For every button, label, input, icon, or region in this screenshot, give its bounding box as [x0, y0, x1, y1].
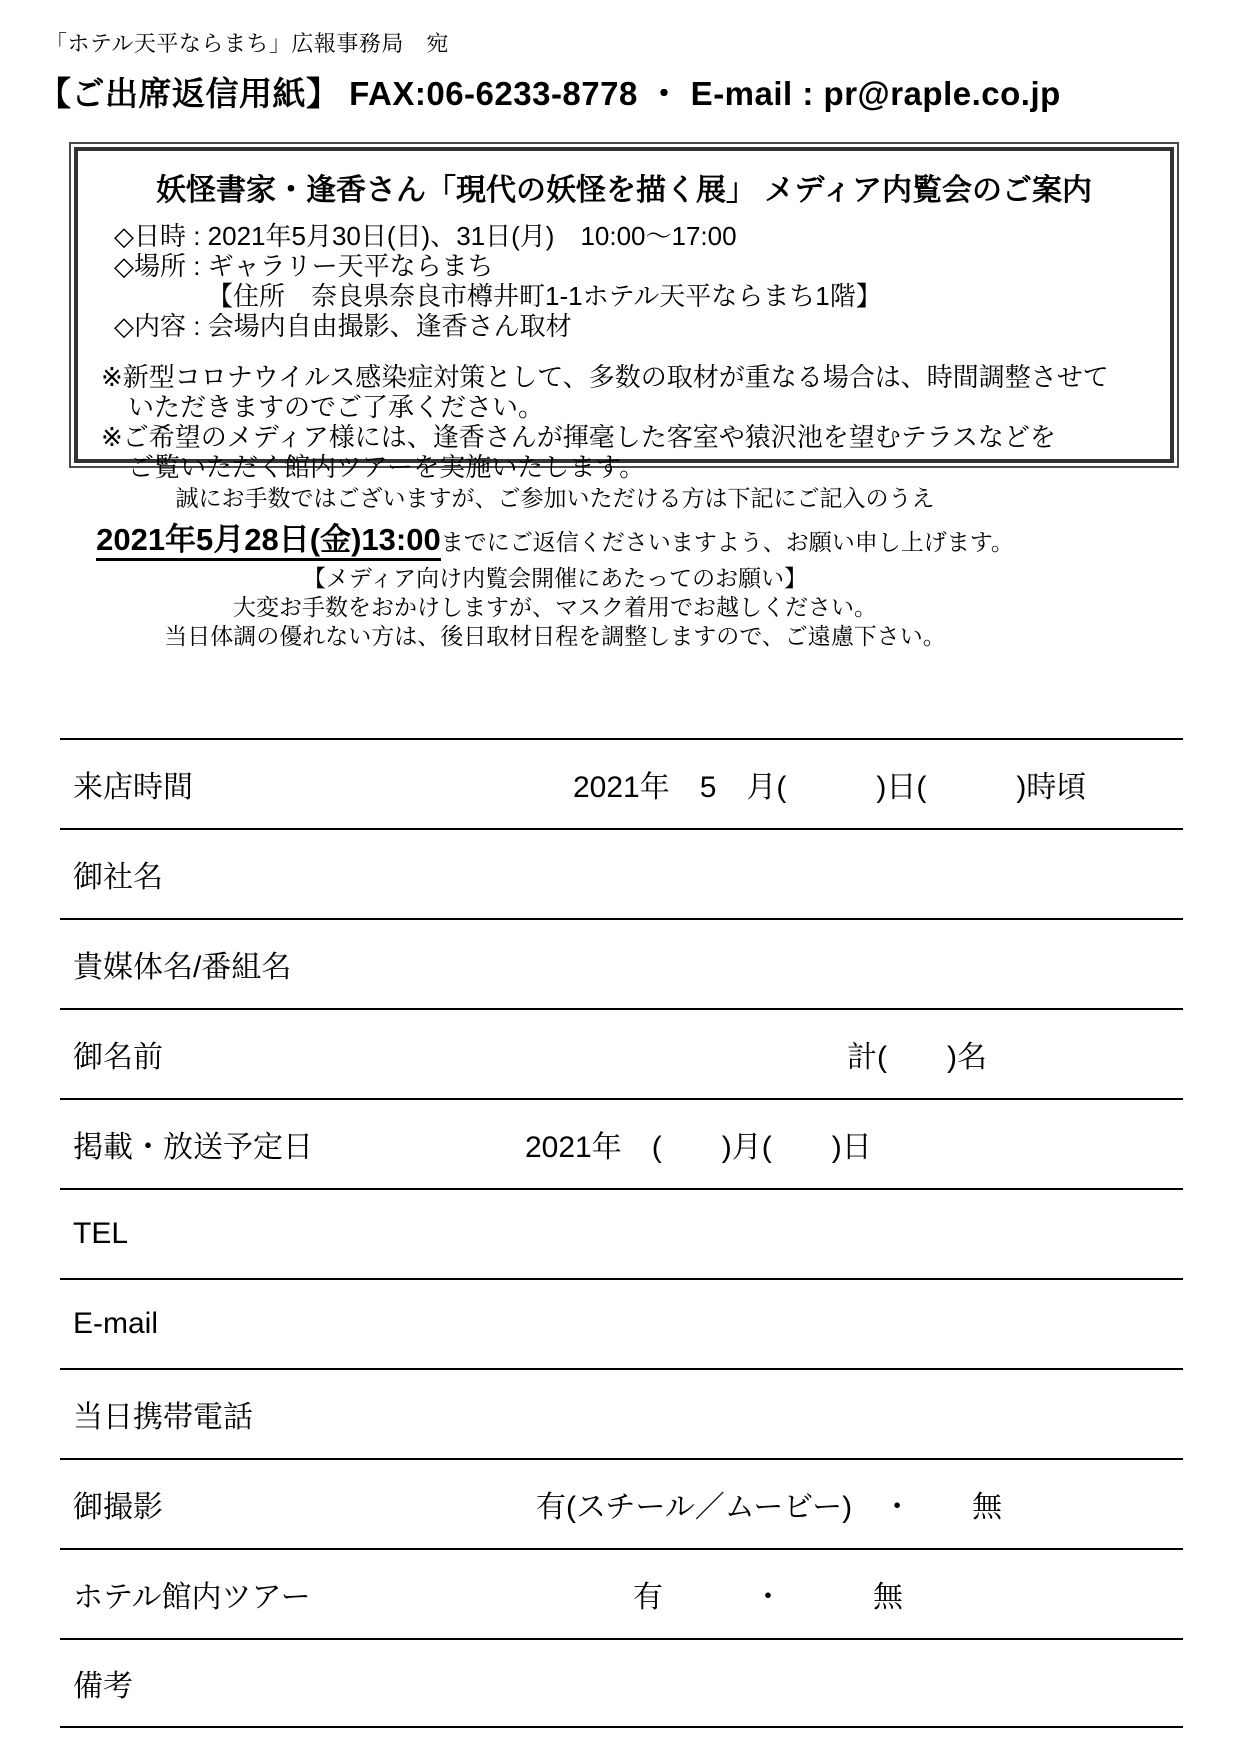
form-label-photography: 御撮影	[73, 1491, 163, 1524]
request-line-mask: 大変お手数をおかけしますが、マスク着用でお越しください。	[233, 594, 877, 620]
event-title: 妖怪書家・逢香さん「現代の妖怪を描く展」 メディア内覧会のご案内	[156, 174, 1092, 207]
reply-line1: 誠にお手数ではございますが、ご参加いただける方は下記にご記入のうえ	[175, 485, 935, 511]
form-row-visit-time	[60, 738, 1183, 828]
tour-note-line1: ※ご希望のメディア様には、逢香さんが揮毫した客室や猿沢池を望むテラスなどを	[101, 422, 1056, 452]
reply-line2-rest: までにご返信くださいますよう、お願い申し上げます。	[440, 529, 1014, 555]
form-value-hotel-tour: 有 ・ 無	[633, 1581, 903, 1614]
form-label-visit-time: 来店時間	[73, 771, 193, 804]
form-main-title: 【ご出席返信用紙】 FAX:06-6233-8778 ・ E-mail : pr@raple.co.jp	[38, 75, 1061, 112]
form-value-photography: 有(スチール／ムービー) ・ 無	[536, 1491, 1003, 1524]
request-line-health: 当日体調の優れない方は、後日取材日程を調整しますので、ご遠慮下さい。	[164, 623, 946, 649]
form-row-mobile-phone	[60, 1368, 1183, 1458]
form-row-photography	[60, 1458, 1183, 1548]
media-request-note	[0, 564, 1110, 651]
form-label-tel: TEL	[73, 1217, 129, 1250]
form-label-hotel-tour: ホテル館内ツアー	[73, 1581, 311, 1614]
form-label-media-name: 貴媒体名/番組名	[73, 951, 292, 984]
form-row-attendee-name	[60, 1008, 1183, 1098]
form-row-company-name	[60, 828, 1183, 918]
event-info-box	[69, 142, 1179, 482]
covid-note-line1: ※新型コロナウイルス感染症対策として、多数の取材が重なる場合は、時間調整させて	[101, 362, 1109, 392]
event-content-line: ◇内容 : 会場内自由撮影、逢香さん取材	[114, 311, 572, 341]
form-row-remarks	[60, 1638, 1183, 1728]
reply-form-table	[60, 738, 1183, 1728]
reply-deadline: 2021年5月28日(金)13:00	[96, 522, 441, 561]
form-row-hotel-tour	[60, 1548, 1183, 1638]
reply-instructions	[0, 480, 1110, 564]
form-value-publish-date: 2021年 ( )月( )日	[525, 1131, 872, 1164]
form-row-media-name	[60, 918, 1183, 1008]
form-row-email	[60, 1278, 1183, 1368]
event-datetime-line: ◇日時 : 2021年5月30日(日)、31日(月) 10:00～17:00	[114, 221, 737, 251]
event-info-box-inner	[74, 147, 1174, 482]
recipient-line: 「ホテル天平ならまち」広報事務局 宛	[45, 31, 449, 56]
form-label-mobile-phone: 当日携帯電話	[73, 1401, 253, 1434]
request-heading: 【メディア向け内覧会開催にあたってのお願い】	[302, 565, 808, 591]
form-label-publish-date: 掲載・放送予定日	[73, 1131, 313, 1164]
reply-line2	[0, 518, 1110, 564]
event-place-line: ◇場所 : ギャラリー天平ならまち	[114, 251, 494, 281]
covid-note-line2: いただきますのでご了承ください。	[128, 392, 545, 422]
form-label-attendee-name: 御名前	[73, 1041, 163, 1074]
form-label-remarks: 備考	[73, 1670, 133, 1703]
form-row-publish-date	[60, 1098, 1183, 1188]
form-label-company-name: 御社名	[73, 861, 163, 894]
event-address-line: 【住所 奈良県奈良市樽井町1-1ホテル天平ならまち1階】	[207, 281, 882, 311]
form-label-email: E-mail	[73, 1307, 159, 1340]
form-row-tel	[60, 1188, 1183, 1278]
tour-note-line2: ご覧いただく館内ツアーを実施いたします。	[128, 452, 646, 482]
form-value-attendee-count: 計( )名	[847, 1041, 987, 1074]
form-value-visit-time: 2021年 5 月( )日( )時頃	[573, 771, 1087, 804]
